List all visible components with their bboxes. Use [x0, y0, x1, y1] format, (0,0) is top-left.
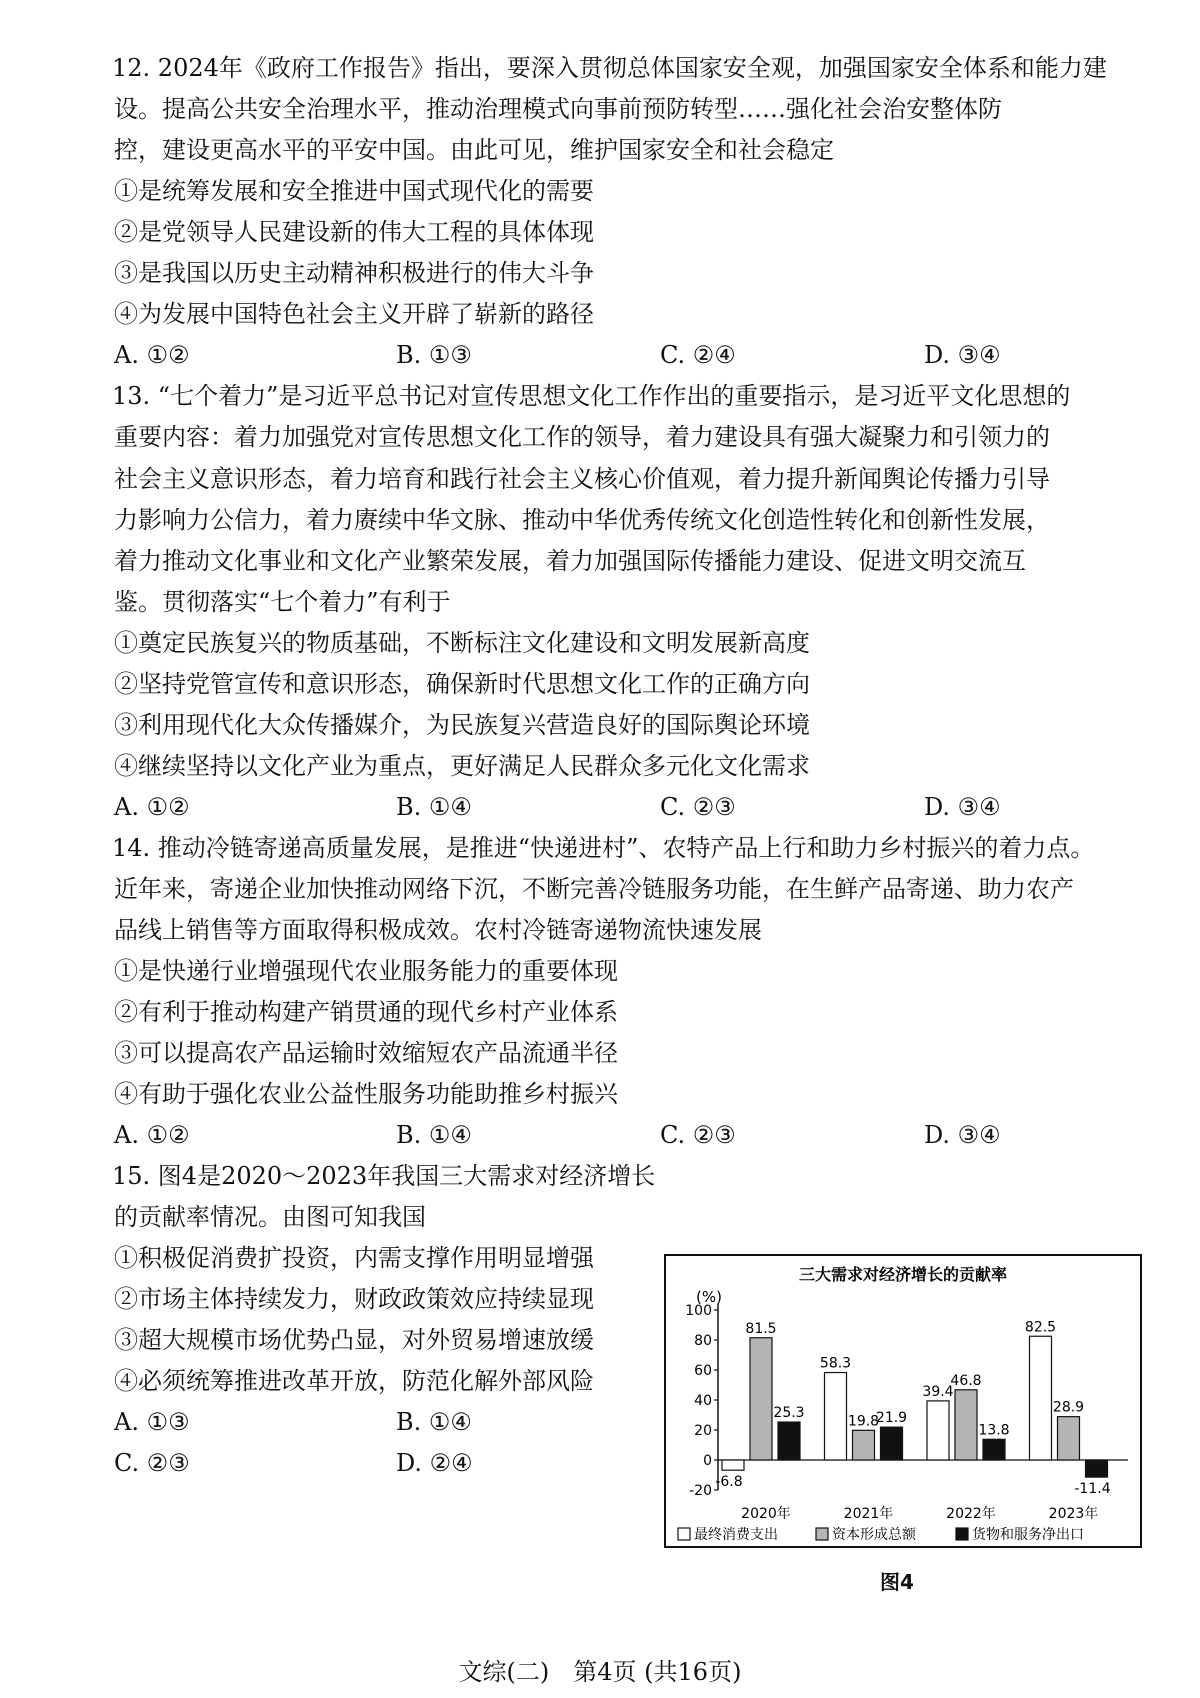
chart-bar	[825, 1373, 847, 1460]
chart-legend	[678, 1526, 1084, 1543]
chart-legend-swatch	[816, 1528, 828, 1540]
question-12-choice-a: A. ①②	[114, 341, 190, 369]
question-13-stem-line-1: 13. “七个着力”是习近平总书记对宣传思想文化工作作出的重要指示，是习近平文化思想的	[112, 382, 1071, 410]
question-12-stem-line-2: 设。提高公共安全治理水平，推动治理模式向事前预防转型……强化社会治安整体防	[114, 95, 1002, 123]
question-12-item-1: ①是统筹发展和安全推进中国式现代化的需要	[114, 177, 594, 205]
chart-x-tick-label: 2021年	[843, 1506, 894, 1522]
chart-bar	[881, 1427, 903, 1460]
chart-bar	[1086, 1460, 1108, 1477]
question-14-item-3: ③可以提高农产品运输时效缩短农产品流通半径	[114, 1039, 618, 1067]
question-12-choice-d: D. ③④	[924, 341, 1001, 369]
question-12-choice-c: C. ②④	[660, 341, 736, 369]
figure-caption: 图4	[880, 1570, 914, 1594]
question-13-choice-a: A. ①②	[114, 793, 190, 821]
question-15-item-3: ③超大规模市场优势凸显，对外贸易增速放缓	[114, 1326, 594, 1354]
chart-legend-label: 最终消费支出	[694, 1527, 778, 1543]
chart-bar	[983, 1439, 1005, 1460]
chart-y-tick-label: 100	[685, 1303, 712, 1319]
question-13-stem-line-2: 重要内容：着力加强党对宣传思想文化工作的领导，着力建设具有强大凝聚力和引领力的	[114, 423, 1050, 451]
question-15-choice-a: A. ①③	[114, 1408, 190, 1436]
question-15-item-2: ②市场主体持续发力，财政政策效应持续显现	[114, 1285, 594, 1313]
chart-value-label: 81.5	[745, 1320, 777, 1337]
chart-bar	[722, 1460, 744, 1470]
chart-y-tick-label: 40	[694, 1393, 712, 1409]
question-15-item-1: ①积极促消费扩投资，内需支撑作用明显增强	[114, 1244, 594, 1272]
question-13-stem-line-6: 鉴。贯彻落实“七个着力”有利于	[114, 588, 451, 616]
chart-value-label: -6.8	[715, 1474, 743, 1491]
chart-y-tick-label: 60	[694, 1363, 712, 1379]
chart-value-label: 21.9	[875, 1410, 908, 1427]
chart-y-tick-label: 20	[694, 1423, 712, 1439]
chart-legend-label: 资本形成总额	[832, 1527, 916, 1543]
question-12-stem-line-1: 12. 2024年《政府工作报告》指出，要深入贯彻总体国家安全观，加强国家安全体系和能力建	[112, 54, 1107, 82]
chart-bar	[778, 1422, 800, 1460]
contribution-chart	[664, 1254, 1142, 1548]
chart-legend-label: 货物和服务净出口	[972, 1527, 1084, 1543]
chart-title: 三大需求对经济增长的贡献率	[798, 1265, 1008, 1284]
chart-bar	[750, 1338, 772, 1460]
chart-y-tick-label: -20	[689, 1483, 712, 1499]
question-14-choice-d: D. ③④	[924, 1121, 1001, 1149]
question-14-stem-line-3: 品线上销售等方面取得积极成效。农村冷链寄递物流快速发展	[114, 916, 762, 944]
chart-bar	[1030, 1336, 1052, 1460]
chart-legend-swatch	[678, 1528, 690, 1540]
chart-bar	[927, 1401, 949, 1460]
question-12-item-2: ②是党领导人民建设新的伟大工程的具体体现	[114, 218, 594, 246]
question-13-stem-line-4: 力影响力公信力，着力赓续中华文脉、推动中华优秀传统文化创造性转化和创新性发展，	[114, 506, 1050, 534]
question-15-item-4: ④必须统筹推进改革开放，防范化解外部风险	[114, 1367, 594, 1395]
question-13-item-3: ③利用现代化大众传播媒介，为民族复兴营造良好的国际舆论环境	[114, 711, 810, 739]
question-12-stem-line-3: 控，建设更高水平的平安中国。由此可见，维护国家安全和社会稳定	[114, 136, 834, 164]
chart-x-tick-label: 2023年	[1048, 1506, 1099, 1522]
chart-value-label: 28.9	[1052, 1399, 1085, 1416]
question-14-choice-c: C. ②③	[660, 1121, 736, 1149]
chart-bar	[1058, 1417, 1080, 1460]
chart-value-label: -11.4	[1074, 1481, 1111, 1498]
chart-x-tick-labels	[741, 1505, 1098, 1522]
question-12-item-3: ③是我国以历史主动精神积极进行的伟大斗争	[114, 259, 594, 287]
question-13-item-2: ②坚持党管宣传和意识形态，确保新时代思想文化工作的正确方向	[114, 670, 810, 698]
question-13-choice-b: B. ①④	[396, 793, 472, 821]
chart-legend-swatch	[956, 1528, 968, 1540]
chart-value-label: 25.3	[773, 1405, 805, 1422]
question-13-item-1: ①奠定民族复兴的物质基础，不断标注文化建设和文明发展新高度	[114, 629, 810, 657]
question-13-stem-line-5: 着力推动文化事业和文化产业繁荣发展，着力加强国际传播能力建设、促进文明交流互	[114, 547, 1026, 575]
chart-bar	[853, 1430, 875, 1460]
question-15-stem-line-2: 的贡献率情况。由图可知我国	[114, 1203, 426, 1231]
page-footer: 文综(二) 第4页 (共16页)	[458, 1658, 742, 1686]
question-14-stem-line-2: 近年来，寄递企业加快推动网络下沉，不断完善冷链服务功能，在生鲜产品寄递、助力农产	[114, 875, 1074, 903]
chart-value-label: 46.8	[950, 1372, 982, 1389]
chart-value-label: 13.8	[978, 1422, 1010, 1439]
chart-y-tick-label: 0	[703, 1453, 712, 1469]
chart-y-axis-label: (%)	[696, 1288, 722, 1306]
question-13-stem-line-3: 社会主义意识形态，着力培育和践行社会主义核心价值观，着力提升新闻舆论传播力引导	[114, 465, 1050, 493]
question-15-choice-b: B. ①④	[396, 1408, 472, 1436]
question-13-choice-d: D. ③④	[924, 793, 1001, 821]
chart-value-label: 82.5	[1024, 1319, 1057, 1336]
chart-bar	[955, 1390, 977, 1460]
chart-x-tick-label: 2022年	[946, 1506, 996, 1522]
question-14-choice-a: A. ①②	[114, 1121, 190, 1149]
question-14-item-1: ①是快递行业增强现代农业服务能力的重要体现	[114, 957, 618, 985]
chart-value-label: 19.8	[847, 1413, 880, 1430]
question-14-item-2: ②有利于推动构建产销贯通的现代乡村产业体系	[114, 998, 618, 1026]
question-13-choice-c: C. ②③	[660, 793, 736, 821]
question-12-choice-b: B. ①③	[396, 341, 472, 369]
chart-y-tick-label: 80	[694, 1333, 712, 1349]
question-14-choice-b: B. ①④	[396, 1121, 472, 1149]
chart-value-label: 58.3	[819, 1355, 852, 1372]
question-13-item-4: ④继续坚持以文化产业为重点，更好满足人民群众多元化文化需求	[114, 752, 810, 780]
question-15-stem-line-1: 15. 图4是2020～2023年我国三大需求对经济增长	[112, 1162, 656, 1190]
chart-x-tick-label: 2020年	[741, 1506, 791, 1522]
question-14-item-4: ④有助于强化农业公益性服务功能助推乡村振兴	[114, 1080, 618, 1108]
question-14-stem-line-1: 14. 推动冷链寄递高质量发展，是推进“快递进村”、农特产品上行和助力乡村振兴的着力点。	[112, 834, 1095, 862]
question-15-choice-d: D. ②④	[396, 1449, 473, 1477]
question-15-choice-c: C. ②③	[114, 1449, 190, 1477]
chart-svg	[666, 1256, 1140, 1546]
question-12-item-4: ④为发展中国特色社会主义开辟了崭新的路径	[114, 300, 594, 328]
chart-value-label: 39.4	[922, 1383, 954, 1400]
